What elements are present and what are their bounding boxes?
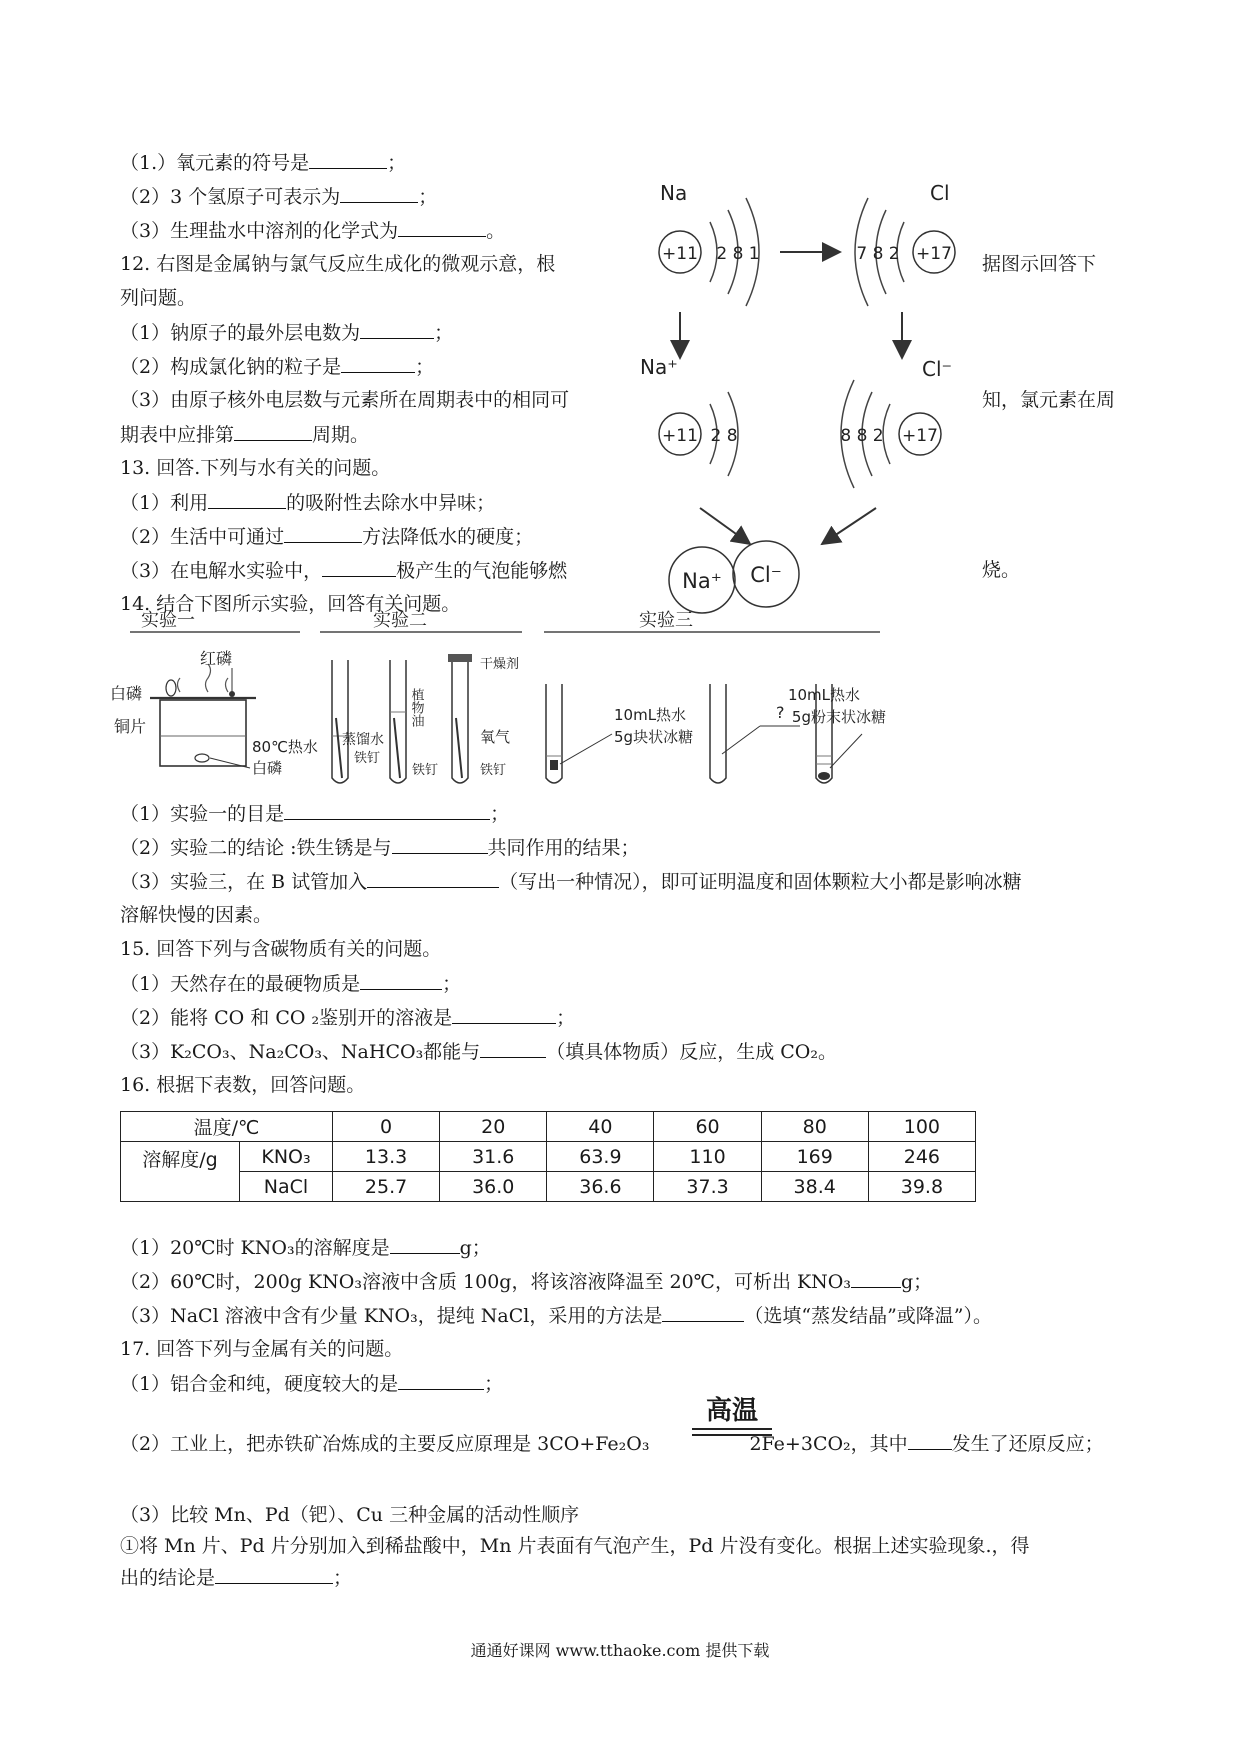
q17-3-line-a: ①将 Mn 片、Pd 片分别加入到稀盐酸中，Mn 片表面有气泡产生，Pd 片没有变化。根据上述实验现象.，得	[120, 1535, 1030, 1557]
q16-2-line: （2）60℃时，200g KNO₃溶液中含质 100g，将该溶液降温至 20℃，可析出 KNO₃ g；	[120, 1271, 933, 1293]
q14-3-line-b: 溶解快慢的因素。	[120, 904, 273, 926]
answer-blank[interactable]	[367, 870, 499, 888]
q12-2-line: （2）构成氯化钠的粒子是 ；	[120, 356, 435, 378]
test-tube-desiccant	[448, 654, 472, 783]
table-cell: 13.3	[333, 1142, 440, 1172]
q16-3-line: （3）NaCl 溶液中含有少量 KNO₃，提纯 NaCl，采用的方法是 （选填“蒸发结晶”或降温”）。	[120, 1305, 993, 1327]
q12-intro-b: 据图示回答下	[982, 253, 1097, 275]
answer-blank[interactable]	[398, 219, 486, 237]
temp-cell: 100	[868, 1112, 975, 1142]
q16-1-line: （1）20℃时 KNO₃的溶解度是 g；	[120, 1237, 491, 1259]
q11-2-line: （2）3 个氢原子可表示为 ；	[120, 186, 438, 208]
table-cell: 169	[761, 1142, 868, 1172]
distilled-water-label: 蒸馏水	[342, 732, 384, 748]
oxygen-label: 氧气	[480, 728, 511, 746]
q17-1-line: （1）铝合金和纯，硬度较大的是 ；	[120, 1373, 504, 1395]
tube-a-line-2: 5g块状冰糖	[614, 728, 694, 746]
tube-c-line-2: 5g粉末状冰糖	[791, 708, 886, 726]
exp2-title: 实验二	[373, 610, 427, 631]
cl-ion-label: Cl⁻	[922, 357, 953, 381]
temp-cell: 0	[333, 1112, 440, 1142]
q12-intro-a: 12. 右图是金属钠与氯气反应生成化的微观示意，根	[120, 253, 556, 275]
table-row	[121, 1142, 976, 1172]
q12-3-line-b: 知，氯元素在周	[982, 389, 1116, 411]
hot-water-label: 80℃热水	[252, 738, 318, 756]
table-cell: 36.6	[547, 1172, 654, 1202]
copper-sheet-label: 铜片	[114, 717, 147, 736]
cl-ion-shell-electrons: 8 8 2	[840, 426, 884, 446]
answer-blank[interactable]	[234, 423, 312, 441]
substance-name: KNO₃	[240, 1142, 333, 1172]
tube-a-line-1: 10mL热水	[614, 706, 687, 724]
answer-blank[interactable]	[662, 1304, 744, 1322]
q12-3-line-c: 期表中应排第 周期。	[120, 424, 370, 446]
q13-3-line: （3）在电解水实验中， 极产生的气泡能够燃	[120, 560, 568, 582]
high-temperature-label: 高温	[705, 1396, 758, 1426]
desiccant-label: 干燥剂	[480, 657, 520, 672]
arrow-na-ion-to-pair	[700, 508, 750, 544]
answer-blank[interactable]	[309, 151, 387, 169]
answer-blank[interactable]	[851, 1270, 901, 1288]
answer-blank[interactable]	[340, 185, 418, 203]
answer-blank[interactable]	[392, 836, 488, 854]
temp-cell: 40	[547, 1112, 654, 1142]
answer-blank[interactable]	[215, 1566, 333, 1584]
table-cell: 38.4	[761, 1172, 868, 1202]
table-row	[121, 1172, 976, 1202]
tube-c-line-1: 10mL热水	[787, 686, 860, 704]
q17-3-title: （3）比较 Mn、Pd（钯）、Cu 三种金属的活动性顺序	[120, 1504, 580, 1526]
answer-blank[interactable]	[390, 1236, 460, 1254]
q12-3-line-a: （3）由原子核外电层数与元素所在周期表中的相同可	[120, 389, 570, 411]
q15-3-line: （3）K₂CO₃、Na₂CO₃、NaHCO₃都能与 （填具体物质）反应，生成 CO₂。	[120, 1041, 837, 1063]
nail-label-2: 铁钉	[412, 763, 439, 778]
table-cell: 246	[868, 1142, 975, 1172]
answer-blank[interactable]	[284, 802, 490, 820]
temp-cell: 80	[761, 1112, 868, 1142]
q16-title: 16. 根据下表数，回答问题。	[120, 1074, 366, 1096]
table-cell: 63.9	[547, 1142, 654, 1172]
answer-blank[interactable]	[908, 1432, 952, 1450]
test-tube-oil	[390, 660, 406, 783]
cl-ion-shell-1	[883, 404, 890, 464]
nacl-formation-diagram	[640, 170, 980, 630]
na-ion-label: Na⁺	[640, 355, 678, 379]
experiments-figure	[110, 608, 890, 788]
table-header-row	[121, 1112, 976, 1142]
q11-1-line: （1.）氧元素的符号是 ；	[120, 152, 407, 174]
answer-blank[interactable]	[208, 491, 286, 509]
tube-b-question-mark: ?	[776, 703, 785, 722]
q13-2-line: （2）生活中可通过 方法降低水的硬度；	[120, 526, 534, 548]
q15-2-line: （2）能将 CO 和 CO ₂鉴别开的溶液是 ；	[120, 1007, 576, 1029]
na-ion-shell-electrons: 2 8	[710, 426, 738, 446]
reaction-condition	[692, 1396, 772, 1436]
temp-cell: 60	[654, 1112, 761, 1142]
q15-1-line: （1）天然存在的最硬物质是 ；	[120, 973, 462, 995]
na-atom-label: Na	[660, 181, 688, 205]
substance-name: NaCl	[240, 1172, 333, 1202]
q12-1-line: （1）钠原子的最外层电数为 ；	[120, 322, 454, 344]
pair-na-label: Na⁺	[682, 569, 722, 593]
nail-label-1: 铁钉	[354, 751, 381, 766]
vegetable-oil-label: 植物油	[408, 688, 424, 727]
table-cell: 36.0	[440, 1172, 547, 1202]
na-ion-nucleus-charge: +11	[662, 426, 698, 446]
exp3-title: 实验三	[639, 610, 693, 631]
q15-title: 15. 回答下列与含碳物质有关的问题。	[120, 938, 442, 960]
q13-1-line: （1）利用 的吸附性去除水中异味；	[120, 492, 496, 514]
red-phosphorus-label: 红磷	[200, 649, 233, 668]
table-cell: 110	[654, 1142, 761, 1172]
white-phosphorus-label-top: 白磷	[110, 684, 143, 703]
cl-ion-nucleus-charge: +17	[902, 426, 938, 446]
answer-blank[interactable]	[360, 321, 434, 339]
page-footer: 通通好课网 www.tthaoke.com 提供下载	[470, 1641, 770, 1660]
q13-title: 13. 回答.下列与水有关的问题。	[120, 457, 391, 479]
cl-atom-label: Cl	[930, 181, 950, 205]
q13-3-tail: 烧。	[982, 559, 1021, 581]
q17-3-line-b: 出的结论是 ；	[120, 1567, 353, 1589]
solubility-table	[120, 1111, 976, 1202]
table-cell: 39.8	[868, 1172, 975, 1202]
table-cell: 25.7	[333, 1172, 440, 1202]
test-tube-b	[710, 684, 726, 783]
arrow-cl-ion-to-pair	[822, 508, 876, 544]
nail-label-3: 铁钉	[480, 763, 507, 778]
solubility-row-label: 溶解度/g	[121, 1142, 240, 1202]
q14-2-line: （2）实验二的结论 :铁生锈是与 共同作用的结果；	[120, 837, 640, 859]
test-tube-water	[332, 660, 348, 783]
q14-title: 14. 结合下图所示实验，回答有关问题。	[120, 593, 461, 615]
answer-blank[interactable]	[398, 1372, 484, 1390]
pair-cl-label: Cl⁻	[750, 563, 782, 587]
answer-blank[interactable]	[480, 1040, 546, 1058]
q11-3-line: （3）生理盐水中溶剂的化学式为 。	[120, 220, 506, 242]
q17-2-line: （2）工业上，把赤铁矿冶炼成的主要反应原理是 3CO+Fe₂O₃ 2Fe+3CO₂，其中 发生了还原反应；	[120, 1433, 1104, 1455]
table-cell: 37.3	[654, 1172, 761, 1202]
answer-blank[interactable]	[360, 972, 442, 990]
table-cell: 31.6	[440, 1142, 547, 1172]
equals-sign-bottom	[692, 1434, 772, 1436]
beaker-apparatus	[150, 664, 256, 766]
cl-nucleus-charge: +17	[916, 244, 952, 264]
na-shell-electrons: 2 8 1	[716, 244, 760, 264]
answer-blank[interactable]	[341, 355, 415, 373]
q17-title: 17. 回答下列与金属有关的问题。	[120, 1338, 404, 1360]
answer-blank[interactable]	[284, 525, 362, 543]
temperature-header: 温度/℃	[121, 1112, 333, 1142]
cl-shell-electrons: 7 8 2	[856, 244, 900, 264]
na-nucleus-charge: +11	[662, 244, 698, 264]
q14-1-line: （1）实验一的目是 ；	[120, 803, 510, 825]
temp-cell: 20	[440, 1112, 547, 1142]
test-tube-a	[546, 684, 562, 783]
answer-blank[interactable]	[452, 1006, 556, 1024]
white-phosphorus-label-bottom: 白磷	[252, 759, 283, 777]
exp1-title: 实验一	[141, 610, 195, 631]
q14-3-line-a: （3）实验三，在 B 试管加入 （写出一种情况），即可证明温度和固体颗粒大小都是影响冰糖	[120, 871, 1022, 893]
answer-blank[interactable]	[322, 559, 396, 577]
equals-sign-top	[692, 1428, 772, 1430]
q12-intro-c: 列问题。	[120, 287, 197, 309]
